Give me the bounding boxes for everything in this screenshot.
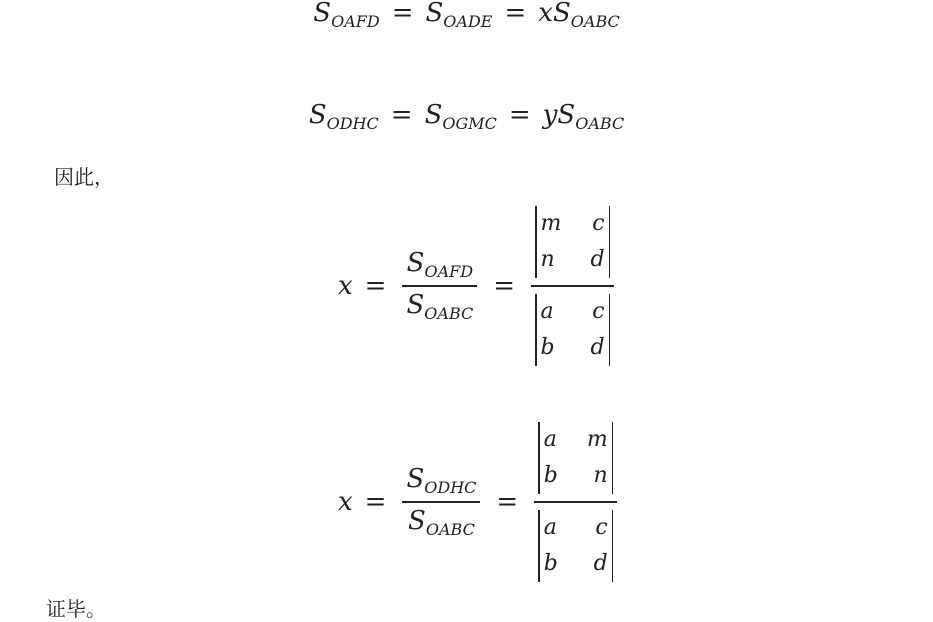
det-cell: b <box>543 550 558 576</box>
qed-text: 证毕。 <box>46 597 106 621</box>
frac1-area-denominator <box>402 289 477 323</box>
frac2-num-symbol: S <box>406 464 425 494</box>
det-cell: a <box>543 427 557 452</box>
det-cell: a <box>543 514 557 540</box>
det-right-bar <box>612 510 614 582</box>
det-cell: b <box>543 463 558 488</box>
frac1-area-bar <box>402 285 477 287</box>
frac1-den-symbol: S <box>406 289 425 320</box>
det-cell: n <box>540 247 555 272</box>
frac1-equals-2: = <box>493 270 516 301</box>
det-cell: m <box>540 211 562 236</box>
det-cell: b <box>540 334 555 360</box>
det-cell: d <box>593 550 608 576</box>
frac1-area-numerator <box>403 250 477 280</box>
frac1-den-sub: OABC <box>424 303 474 323</box>
frac2-area-bar <box>402 501 480 503</box>
det-cell: d <box>590 334 605 360</box>
frac1-num-symbol: S <box>406 248 425 278</box>
det-cell: d <box>590 247 605 272</box>
eq2-rhs-sub: OABC <box>575 114 625 133</box>
eq1-coef: x <box>538 0 553 28</box>
eq1-rhs-sub: OABC <box>570 12 620 31</box>
det-right-bar <box>612 422 614 494</box>
frac2-equals-1: = <box>364 486 387 517</box>
eq2-equals-2: = <box>508 100 531 130</box>
frac2-num-sub: ODHC <box>424 478 477 497</box>
equation-area-relation-x <box>0 0 933 30</box>
frac1-var: x <box>338 270 353 301</box>
frac2-det-bar <box>534 501 617 503</box>
frac2-area-numerator <box>402 466 480 496</box>
eq1-lhs-sub: OAFD <box>331 12 380 31</box>
eq2-equals-1: = <box>390 100 413 130</box>
frac2-var: x <box>338 486 353 517</box>
eq1-equals-2: = <box>504 0 527 28</box>
frac2-area-ratio <box>402 466 480 538</box>
det-cell: c <box>595 514 608 540</box>
frac1-denominator-determinant <box>535 294 610 366</box>
det-cell: m <box>586 427 608 452</box>
frac2-den-sub: OABC <box>425 519 475 539</box>
frac2-den-symbol: S <box>408 505 426 536</box>
det-right-bar <box>609 206 611 278</box>
frac1-numerator-determinant <box>535 206 610 278</box>
therefore-text: 因此， <box>54 165 114 189</box>
det-cell: c <box>592 211 605 236</box>
frac1-area-ratio <box>402 250 477 322</box>
frac1-det-ratio <box>531 204 614 368</box>
eq2-mid-sub: OGMC <box>442 114 497 133</box>
eq1-mid-sub: OADE <box>443 12 493 31</box>
equation-x-determinant-2 <box>338 420 621 584</box>
eq2-rhs: S <box>557 100 576 130</box>
eq2-coef: y <box>542 100 558 130</box>
det-cell: n <box>593 463 608 488</box>
frac1-equals-1: = <box>364 270 387 301</box>
equation-x-determinant-1 <box>338 204 618 368</box>
frac2-det-ratio <box>534 420 617 584</box>
frac2-equals-2: = <box>496 486 519 517</box>
det-cell: a <box>540 298 554 324</box>
eq1-rhs: S <box>552 0 571 28</box>
eq2-mid: S <box>424 100 443 130</box>
frac1-num-sub: OAFD <box>424 262 474 281</box>
eq2-lhs-sub: ODHC <box>326 114 379 133</box>
det-cell: c <box>592 298 605 324</box>
frac2-denominator-determinant <box>538 510 613 582</box>
frac1-det-bar <box>531 285 614 287</box>
det-right-bar <box>609 294 611 366</box>
eq1-mid: S <box>425 0 444 28</box>
eq1-equals-1: = <box>391 0 414 28</box>
equation-area-relation-y <box>0 102 933 132</box>
eq2-lhs: S <box>308 100 327 130</box>
frac2-area-denominator <box>404 505 479 539</box>
frac2-numerator-determinant <box>538 422 613 494</box>
eq1-lhs: S <box>313 0 332 28</box>
